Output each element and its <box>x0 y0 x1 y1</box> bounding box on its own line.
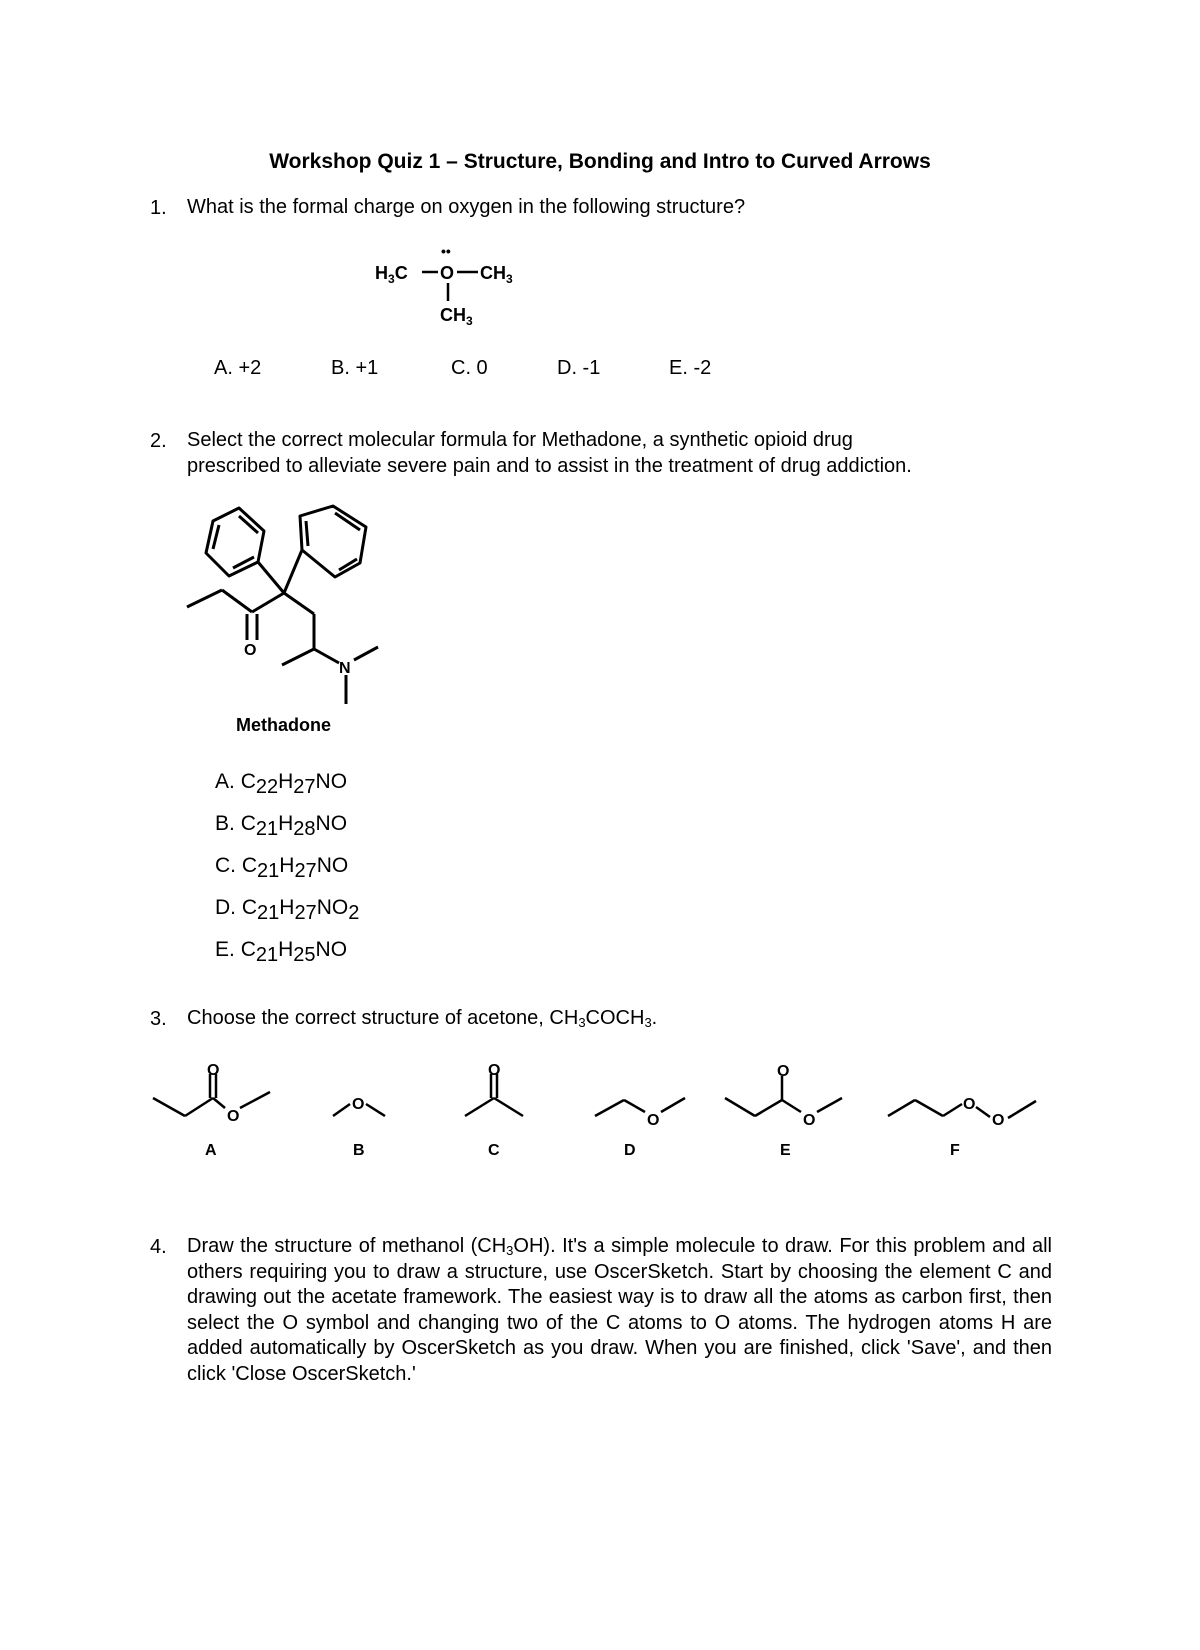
q3-d-atom-o: O <box>647 1112 660 1129</box>
q1-option-b[interactable]: B. +1 <box>331 357 379 379</box>
q1-structure <box>370 240 570 330</box>
question-1-text: What is the formal charge on oxygen in the following structure? <box>187 196 746 218</box>
q1-option-d[interactable]: D. -1 <box>557 357 601 379</box>
q3-label-a[interactable]: A <box>205 1142 217 1159</box>
q3-f-atom-o1: O <box>963 1096 976 1113</box>
q1-lone-pair: •• <box>441 243 451 259</box>
question-2-number: 2. <box>150 430 167 452</box>
q3-f-atom-o2: O <box>992 1112 1005 1129</box>
question-3-number: 3. <box>150 1008 167 1030</box>
q3-label-d[interactable]: D <box>624 1142 636 1159</box>
methadone-atom-n: N <box>339 660 351 677</box>
question-3-text: Choose the correct structure of acetone, $CH_3COCH_3$. <box>187 1007 658 1030</box>
q3-e-atom-o1: O <box>777 1063 790 1080</box>
q2-option-e[interactable]: E. $C_{21}H_{25}NO$ <box>215 938 348 966</box>
q1-option-a[interactable]: A. +2 <box>214 357 262 379</box>
question-2-line-2: prescribed to alleviate severe pain and to assist in the treatment of drug addiction. <box>187 455 912 477</box>
question-2-line-1: Select the correct molecular formula for Methadone, a synthetic opioid drug <box>187 429 853 451</box>
page-title: Workshop Quiz 1 – Structure, Bonding and Intro to Curved Arrows <box>269 150 931 173</box>
q3-label-c[interactable]: C <box>488 1142 500 1159</box>
q3-label-b[interactable]: B <box>353 1142 365 1159</box>
q3-c-atom-o: O <box>488 1062 501 1079</box>
q2-option-d[interactable]: D. $C_{21}H_{27}NO_2$ <box>215 896 360 924</box>
q2-option-c[interactable]: C. $C_{21}H_{27}NO$ <box>215 854 349 882</box>
q1-option-c[interactable]: C. 0 <box>451 357 488 379</box>
methadone-atom-o: O <box>244 642 257 659</box>
q1-atom-right: $CH_3$ <box>480 263 513 286</box>
q2-option-b[interactable]: B. $C_{21}H_{28}NO$ <box>215 812 348 840</box>
q3-b-atom-o: O <box>352 1096 365 1113</box>
methadone-label: Methadone <box>236 715 332 735</box>
question-1-number: 1. <box>150 197 167 219</box>
q3-a-atom-o1: O <box>207 1062 220 1079</box>
q1-option-e[interactable]: E. -2 <box>669 357 712 379</box>
q3-label-f[interactable]: F <box>950 1142 960 1159</box>
q1-atom-left: $H_3C$ <box>375 263 408 286</box>
q3-e-atom-o2: O <box>803 1112 816 1129</box>
q2-option-a[interactable]: A. $C_{22}H_{27}NO$ <box>215 770 348 798</box>
question-4-text: Draw the structure of methanol $(CH_3OH)$. It's a simple molecule to draw. For this problem and all others requiring you to draw a structure, use OscerSketch. Start by choosing the element C and drawing out the acetate framework. The easiest way is to draw all the atoms as carbon first, then select the O symbol and changing two of the C atoms to O atoms. The hydrogen atoms H are added automatically by OscerSketch as you draw. When you are finished, click 'Save', and then click 'Close OscerSketch.' <box>187 1235 1053 1385</box>
q3-label-e[interactable]: E <box>780 1142 791 1159</box>
q1-atom-center: O <box>440 263 455 283</box>
q3-a-atom-o2: O <box>227 1108 240 1125</box>
q1-atom-bottom: $CH_3$ <box>440 305 473 328</box>
methadone-structure <box>170 490 410 750</box>
question-4-number: 4. <box>150 1236 167 1258</box>
q3-structures <box>140 1050 1070 1160</box>
